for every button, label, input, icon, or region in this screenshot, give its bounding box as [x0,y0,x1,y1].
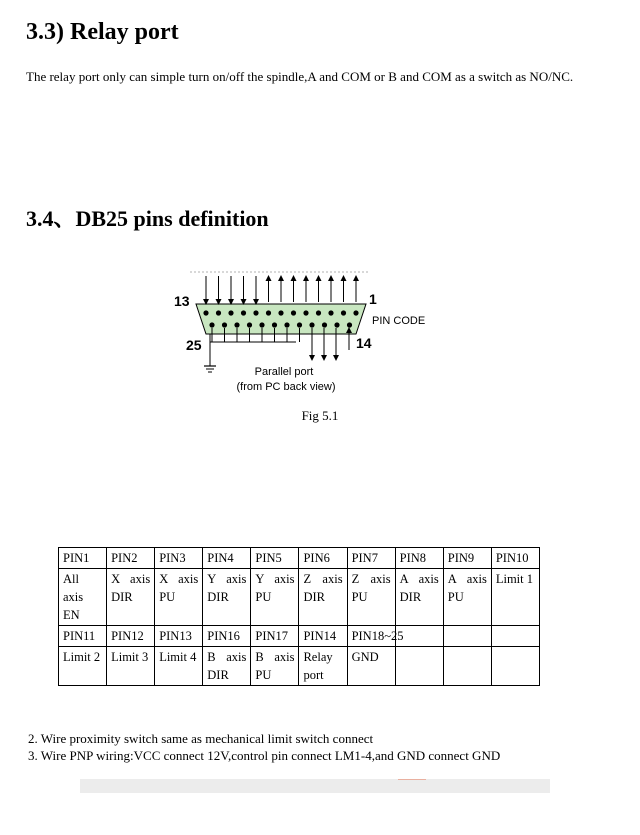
table-cell: A axis DIR [395,569,443,626]
table-cell: PIN6 [299,548,347,569]
pin-dot [284,322,289,327]
table-cell: Z axis DIR [299,569,347,626]
pin-dot [278,310,283,315]
pin-dot [328,310,333,315]
pin-dot [222,322,227,327]
table-cell: Relay port [299,647,347,686]
pin-label-13: 13 [174,293,190,309]
db25-heading: 3.4、DB25 pins definition [26,206,269,231]
pin-dot [297,322,302,327]
table-cell: PIN12 [107,626,155,647]
pin-dot [309,322,314,327]
figure-caption: Fig 5.1 [301,408,339,423]
note-proximity-switch: 2. Wire proximity switch same as mechanical limit switch connect [28,731,374,746]
table-cell: Limit 1 [491,569,539,626]
table-row [59,647,540,686]
pin-dot [291,310,296,315]
table-cell: PIN1 [59,548,107,569]
pin-dot [253,310,258,315]
relay-port-heading: 3.3) Relay port [26,19,179,45]
pin-dot [203,310,208,315]
table-cell [491,647,539,686]
table-cell [395,647,443,686]
db25-connector-diagram [166,262,436,402]
pin-dot [347,322,352,327]
page-footer-bar [80,779,550,793]
table-cell: Limit 4 [155,647,203,686]
pin-label-1: 1 [369,291,377,307]
pin-dot [209,322,214,327]
table-cell: B axis DIR [203,647,251,686]
table-cell: Limit 3 [107,647,155,686]
table-cell: GND [347,647,395,686]
pin-dot [334,322,339,327]
pin-code-label: PIN CODE [372,315,426,327]
pin-dot [259,322,264,327]
pin-label-14: 14 [356,335,372,351]
table-cell: All axis EN [59,569,107,626]
db25-shell [196,304,366,334]
note-pnp-wiring: 3. Wire PNP wiring:VCC connect 12V,control pin connect LM1-4,and GND connect GND [28,748,501,763]
pin-dot [247,322,252,327]
pin-dot [303,310,308,315]
table-cell: Y axis PU [251,569,299,626]
table-cell: Z axis PU [347,569,395,626]
table-cell [443,647,491,686]
relay-port-description: The relay port only can simple turn on/off the spindle,A and COM or B and COM as a switch as NO/NC. [26,69,574,84]
table-row [59,626,540,647]
table-cell: X axis DIR [107,569,155,626]
table-cell: PIN14 [299,626,347,647]
pin-dot [272,322,277,327]
pin-dot [241,310,246,315]
table-cell [443,626,491,647]
table-cell: PIN8 [395,548,443,569]
table-cell: PIN9 [443,548,491,569]
table-cell: PIN18~25 [347,626,395,647]
table-cell: Y axis DIR [203,569,251,626]
pin-dot [341,310,346,315]
wiring-notes [28,730,500,764]
table-cell: A axis PU [443,569,491,626]
table-cell: X axis PU [155,569,203,626]
table-row [59,569,540,626]
table-cell: PIN16 [203,626,251,647]
table-cell: B axis PU [251,647,299,686]
table-cell: Limit 2 [59,647,107,686]
pin-dot [353,310,358,315]
table-cell: PIN17 [251,626,299,647]
table-cell: PIN7 [347,548,395,569]
table-cell: PIN10 [491,548,539,569]
db25-pin-table [58,547,540,686]
pin-dot [316,310,321,315]
table-cell: PIN5 [251,548,299,569]
ground-icon [204,334,216,372]
db25-top-wires [206,276,356,302]
pin-dot [234,322,239,327]
port-subtitle: (from PC back view) [236,381,336,393]
pin-dot [216,310,221,315]
table-cell: PIN2 [107,548,155,569]
pin-dot [266,310,271,315]
pin-label-25: 25 [186,337,202,353]
port-title: Parallel port [254,366,314,378]
table-cell: PIN11 [59,626,107,647]
table-row [59,548,540,569]
table-cell: PIN13 [155,626,203,647]
table-cell: PIN4 [203,548,251,569]
table-cell [491,626,539,647]
pin-dot [228,310,233,315]
table-cell: PIN3 [155,548,203,569]
pin-dot [322,322,327,327]
